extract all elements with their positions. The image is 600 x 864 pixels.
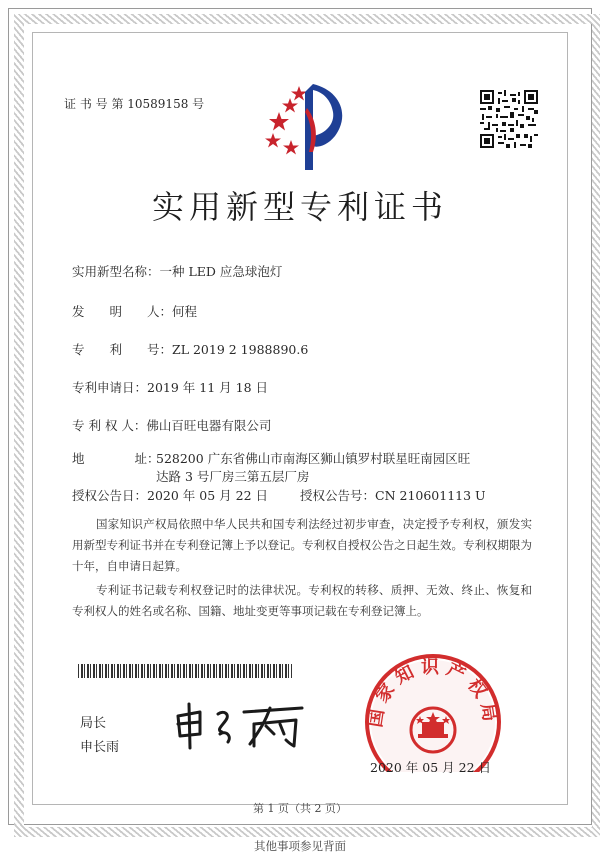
official-seal [360, 652, 506, 772]
field-utility-model-name [72, 262, 282, 280]
footer-note: 其他事项参见背面 [254, 839, 346, 853]
field-patentee [72, 416, 271, 434]
field-grant-date [72, 486, 268, 504]
field-value: 佛山百旺电器有限公司 [146, 418, 272, 433]
signature-title: 局长 [80, 716, 107, 731]
seal-text: 国家知识产权局 [364, 657, 502, 729]
field-label: 专利申请日： [72, 380, 148, 395]
certificate-paragraph-1: 国家知识产权局依照中华人民共和国专利法经过初步审查，决定授予专利权，颁发实用新型专利证书并在专利登记簿上予以登记。专利权自授权公告之日起生效。专利权期限为十年，自申请日起算。 [72, 517, 532, 573]
handwritten-signature [170, 700, 310, 750]
barcode-strip [78, 664, 292, 678]
field-address-line1: 528200 广东省佛山市南海区狮山镇罗村联星旺南园区旺 [156, 451, 471, 466]
certificate-paragraph-2: 专利证书记载专利权登记时的法律状况。专利权的转移、质押、无效、终止、恢复和专利权人的姓名或名称、国籍、地址变更等事项记载在专利登记簿上。 [72, 583, 532, 618]
qr-code-icon [480, 90, 538, 148]
field-address-label: 地 址： [72, 451, 160, 466]
field-application-date [72, 378, 268, 396]
certificate-title: 实用新型专利证书 [151, 188, 448, 226]
field-value: 2019 年 11 月 18 日 [147, 380, 269, 395]
cnipa-logo-icon [255, 78, 365, 178]
field-patent-number [72, 340, 308, 358]
page-indicator: 第 1 页（共 2 页） [253, 802, 347, 815]
field-value: ZL 2019 2 1988890.6 [172, 342, 309, 357]
field-label: 实用新型名称： [72, 264, 160, 279]
field-value: 何程 [172, 304, 198, 319]
field-inventor [72, 302, 197, 320]
certificate-number: 证 书 号 第 10589158 号 [64, 97, 205, 111]
field-label: 发 明 人： [72, 304, 173, 319]
field-label: 授权公告日： [72, 488, 148, 503]
signature-name: 申长雨 [80, 740, 120, 755]
field-label: 专 利 权 人： [72, 418, 147, 433]
field-value: CN 210601113 U [375, 488, 486, 503]
field-grant-number [300, 486, 486, 504]
field-value: 2020 年 05 月 22 日 [147, 488, 269, 503]
field-value: 一种 LED 应急球泡灯 [159, 264, 283, 279]
field-label: 专 利 号： [72, 342, 173, 357]
seal-date: 2020 年 05 月 22 日 [370, 760, 491, 775]
field-address-line2: 达路 3 号厂房三第五层厂房 [156, 469, 310, 484]
field-label: 授权公告号： [300, 488, 376, 503]
